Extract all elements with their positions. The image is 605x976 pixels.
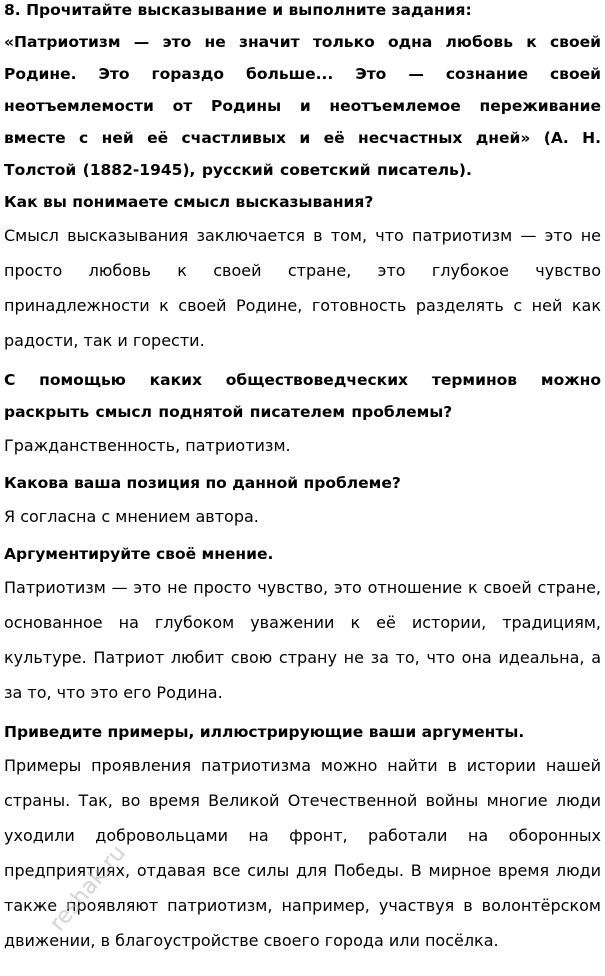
answer-3: Я согласна с мнением автора.: [4, 507, 259, 526]
document: [4, 0, 601, 964]
answer-4: Патриотизм — это не просто чувство, это отношение к своей стране, основанное на глубоком уважении к её истории, традициям, культуре. Патриот любит свою страну не за то, что она идеальна, а за то, что это его Родина.: [4, 578, 601, 702]
question-1: Как вы понимаете смысл высказывания?: [4, 193, 374, 211]
answer-5: Примеры проявления патриотизма можно найти в истории нашей страны. Так, во время Великой Отечественной войны многие люди уходили добровольцами на фронт, работали на оборонных предприятиях, отдавая все силы для Победы. В мирное время люди также проявляют патриотизм, например, участвуя в волонтёрском движении, в благоустройстве своего города или посёлка.: [4, 756, 601, 950]
quote: «Патриотизм — это не значит только одна любовь к своей Родине. Это гораздо больше... Это — сознание своей неотъемлемости от Родины и неотъемлемое переживание вместе с ней её счастливых и её несчастных дней» (А. Н. Толстой (1882-1945), русский советский писатель).: [4, 33, 601, 179]
question-4: Аргументируйте своё мнение.: [4, 545, 274, 563]
question-3: Какова ваша позиция по данной проблеме?: [4, 474, 401, 492]
question-5: Приведите примеры, иллюстрирующие ваши аргументы.: [4, 723, 525, 741]
answer-2: Гражданственность, патриотизм.: [4, 436, 291, 455]
question-2: С помощью каких обществоведческих терминов можно раскрыть смысл поднятой писателем проблемы?: [4, 371, 601, 421]
answer-1: Смысл высказывания заключается в том, что патриотизм — это не просто любовь к своей стране, это глубокое чувство принадлежности к своей Родине, готовность разделять с ней как радости, так и горести.: [4, 226, 601, 350]
svg-text:reshak.ru: reshak.ru: [45, 840, 131, 937]
task-title: 8. Прочитайте высказывание и выполните задания:: [4, 1, 472, 19]
